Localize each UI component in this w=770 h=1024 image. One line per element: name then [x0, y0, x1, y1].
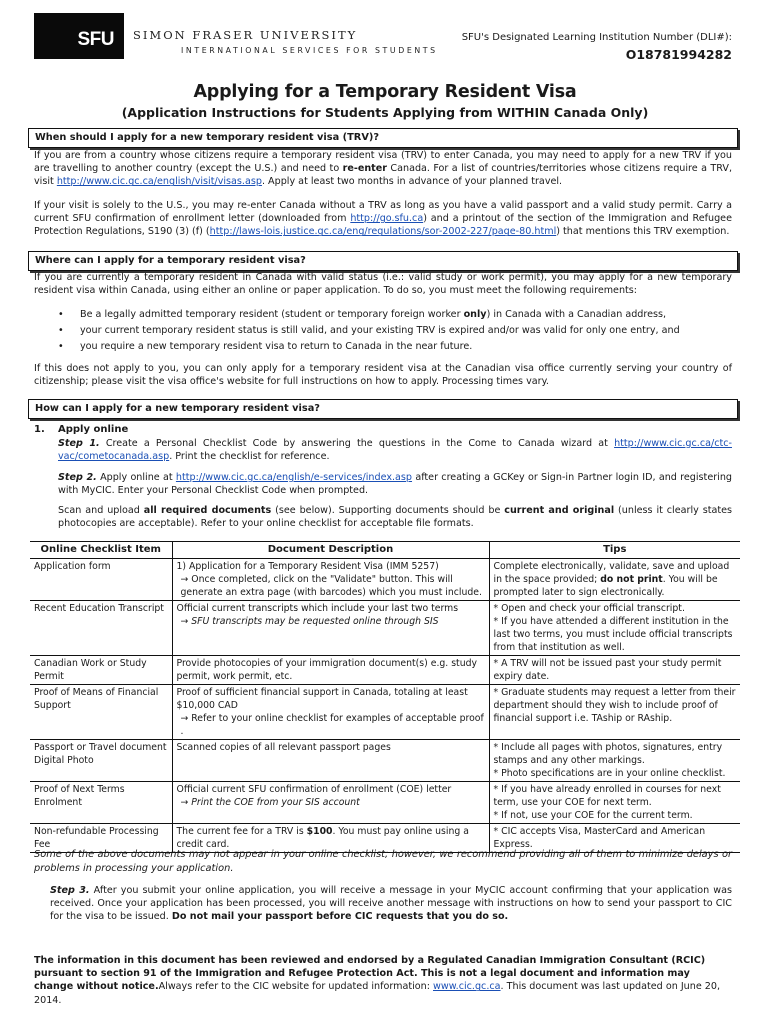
table-row: Proof of Next Terms Enrolment Official current SFU confirmation of enrollment (COE) letter → Print the COE from your SIS account * If you have already enrolled in courses for next term, use your COE for next term. * If not, use your COE for the current term. — [30, 782, 740, 824]
checklist-item: Digital Photo — [34, 755, 94, 767]
checklist-item: Recent Education Transcript — [30, 601, 172, 656]
go-sfu-link[interactable]: http://go.sfu.ca — [350, 213, 424, 225]
item-number: 1. — [34, 424, 45, 435]
list-item: • Be a legally admitted temporary resident (student or temporary foreign worker only) in Canada with a Canadian address, — [58, 307, 718, 323]
checklist-item: Proof of Next Terms Enrolment — [30, 782, 172, 824]
section-heading-when: When should I apply for a new temporary resident visa (TRV)? — [28, 128, 738, 148]
university-name: SIMON FRASER UNIVERSITY — [133, 28, 358, 42]
arrow-icon: → — [180, 616, 189, 628]
arrow-icon: → — [180, 574, 189, 586]
table-row: Proof of Means of Financial Support Proof of sufficient financial support in Canada, totaling at least $10,000 CAD → Refer to your online checklist for examples of acceptable proof . * Graduate students may request a letter from their department should they wish to include proof of financial support i.e. TAship or RAship. — [30, 685, 740, 740]
table-row: Canadian Work or Study Permit Provide photocopies of your immigration document(s) e.g. study permit, work permit, etc. * A TRV will not be issued past your study permit expiry date. — [30, 656, 740, 685]
requirements-list — [58, 307, 718, 355]
step-3: Step 3. After you submit your online application, you will receive a message in your MyCIC account confirming that your application was received. Once your application has been processed, you will receive another message with instructions on how to send your passport to CIC for the visa to be issued. Do not mail your passport before CIC requests that you do so. — [50, 885, 732, 923]
s1-paragraph-1: If you are from a country whose citizens require a temporary resident visa (TRV) to enter Canada, you may need to apply for a new TRV if you are travelling to another country (except the U.S.) and need to re-enter Canada. For a list of countries/territories whose citizens require a TRV, visit http://www.cic.gc.ca/english/visit/visas.asp. Apply at least two months in advance of your planned travel. — [34, 150, 732, 188]
checklist-item: Canadian Work or Study Permit — [30, 656, 172, 685]
department-name: INTERNATIONAL SERVICES FOR STUDENTS — [181, 46, 438, 55]
list-item: • your current temporary resident status is still valid, and your existing TRV is expired and/or was valid for only one entry, and — [58, 323, 718, 339]
documents-note: Some of the above documents may not appear in your online checklist; however, we recommend providing all of them to minimize delays or problems in processing your application. — [34, 849, 732, 874]
checklist-item: Proof of Means of Financial Support — [30, 685, 172, 740]
page-subtitle: (Application Instructions for Students Applying from WITHIN Canada Only) — [121, 105, 649, 120]
checklist-item: Application form — [30, 559, 172, 601]
checklist-item: Passport or Travel document — [34, 742, 167, 754]
scan-upload-paragraph: Scan and upload all required documents (see below). Supporting documents should be current and original (unless it clearly states photocopies are acceptable). Refer to your online checklist for acceptable file formats. — [58, 505, 733, 530]
section-heading-where: Where can I apply for a temporary resident visa? — [28, 251, 738, 271]
step-2: Step 2. Apply online at http://www.cic.gc.ca/english/e-services/index.asp after creating a GCKey or Sign-in Partner login ID, and registering with MyCIC. Enter your Personal Checklist Code when prompted. — [58, 472, 732, 497]
column-header: Tips — [489, 542, 740, 559]
table-row: Passport or Travel document Digital Photo Scanned copies of all relevant passport pages * Include all pages with photos, signatures, entry stamps and any other markings. * Photo specifications are in your online checklist. — [30, 740, 740, 782]
arrow-icon: → — [180, 713, 189, 725]
eservices-link[interactable]: http://www.cic.gc.ca/english/e-services/index.asp — [175, 472, 413, 483]
dli-label: SFU's Designated Learning Institution Number (DLI#): — [461, 32, 732, 43]
s2-paragraph-1: If you are currently a temporary resident in Canada with valid status (i.e.: valid study or work permit), you may apply for a new temporary resident visa within Canada, using either an online or paper application. To do so, you must meet the following requirements: — [34, 272, 732, 297]
sfu-logo — [34, 13, 124, 59]
cometocanada-link[interactable]: http://www.cic.gc.ca/ctc-vac/cometocanada.asp — [58, 438, 732, 463]
table-row: Recent Education Transcript Official current transcripts which include your last two terms → SFU transcripts may be requested online through SIS * Open and check your official transcript. * If you have attended a different institution in the last two terms, you must include official transcripts from that institution as well. — [30, 601, 740, 656]
page-title: Applying for a Temporary Resident Visa — [193, 82, 577, 102]
footer-disclaimer: The information in this document has been reviewed and endorsed by a Regulated Canadian Immigration Consultant (RCIC) pursuant to section 91 of the Immigration and Refugee Protection Act. This is not a legal document and information may change without notice.Always refer to the CIC website for updated information: www.cic.gc.ca. This document was last updated on June 20, 2014. — [34, 955, 721, 1006]
checklist-table — [30, 541, 740, 853]
cic-website-link[interactable]: www.cic.gc.ca — [433, 981, 501, 993]
table-row: Non-refundable Processing Fee The current fee for a TRV is $100. You must pay online using a credit card. * CIC accepts Visa, MasterCard and American Express. — [30, 824, 740, 853]
checklist-item: Non-refundable Processing Fee — [30, 824, 172, 853]
dli-number: O18781994282 — [625, 47, 732, 62]
s2-paragraph-2: If this does not apply to you, you can only apply for a temporary resident visa at the Canadian visa office currently serving your country of citizenship; please visit the visa office's website for full instructions on how to apply. Processing times vary. — [34, 363, 732, 388]
visas-link[interactable]: http://www.cic.gc.ca/english/visit/visas.asp — [56, 176, 262, 188]
column-header: Document Description — [172, 542, 489, 559]
apply-online-title: Apply online — [58, 424, 129, 435]
logo-text: SFU — [77, 28, 114, 50]
column-header: Online Checklist Item — [30, 542, 172, 559]
table-header-row — [30, 542, 740, 559]
list-item: • you require a new temporary resident visa to return to Canada in the near future. — [58, 339, 718, 355]
section-heading-how: How can I apply for a new temporary resident visa? — [28, 399, 738, 419]
s1-paragraph-2: If your visit is solely to the U.S., you may re-enter Canada without a TRV as long as you have a valid passport and a valid study permit. Carry a current SFU confirmation of enrollment letter (downloaded from http://go.sfu.ca) and a printout of the section of the Immigration and Refugee Protection Regulations, S190 (3) (f) (http://laws-lois.justice.gc.ca/eng/regulations/sor-2002-227/page-80.html) that mentions this TRV exemption. — [34, 200, 732, 238]
table-row: Application form 1) Application for a Temporary Resident Visa (IMM 5257) → Once completed, click on the "Validate" button. This will generate an extra page (with barcodes) which you must include. Complete electronically, validate, save and upload in the space provided; do not print. You will be prompted later to sign electronically. — [30, 559, 740, 601]
regulations-link[interactable]: http://laws-lois.justice.gc.ca/eng/regulations/sor-2002-227/page-80.html — [209, 226, 557, 238]
step-1: Step 1. Create a Personal Checklist Code by answering the questions in the Come to Canada wizard at http://www.cic.gc.ca/ctc-vac/cometocanada.asp. Print the checklist for reference. — [58, 438, 732, 463]
arrow-icon: → — [180, 797, 189, 809]
